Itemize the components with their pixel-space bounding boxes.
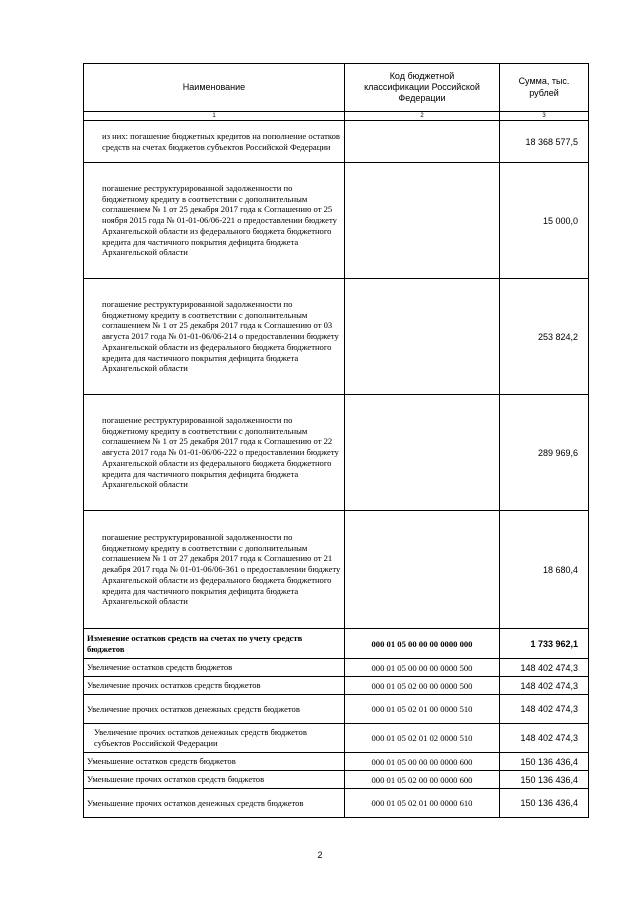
table-row	[84, 771, 589, 789]
row-code	[345, 279, 500, 395]
row-name: Увеличение прочих остатков средств бюджетов	[84, 677, 345, 695]
header-code: Код бюджетной классификации Российской Федерации	[345, 64, 500, 112]
row-sum: 253 824,2	[500, 279, 589, 395]
column-number-3: 3	[500, 112, 589, 121]
header-sum: Сумма, тыс. рублей	[500, 64, 589, 112]
row-sum: 150 136 436,4	[500, 789, 589, 818]
row-code: 000 01 05 00 00 00 0000 000	[345, 629, 500, 659]
row-sum: 18 368 577,5	[500, 121, 589, 163]
table-row	[84, 695, 589, 724]
table-row	[84, 163, 589, 279]
row-name: погашение реструктурированной задолженности по бюджетному кредиту в соответствии с дополнительным соглашением № 1 от 25 декабря 2017 года к Соглашению от 03 августа 2017 года № 01-01-06/06-214 о предоставлении бюджету Архангельской области из федерального бюджета бюджетного кредита для частичного покрытия дефицита бюджета Архангельской области	[84, 279, 345, 395]
table-row	[84, 511, 589, 629]
table-row	[84, 789, 589, 818]
row-sum: 148 402 474,3	[500, 659, 589, 677]
table-row	[84, 659, 589, 677]
row-name: из них: погашение бюджетных кредитов на пополнение остатков средств на счетах бюджетов субъектов Российской Федерации	[84, 121, 345, 163]
row-code	[345, 511, 500, 629]
row-code: 000 01 05 02 01 00 0000 510	[345, 695, 500, 724]
row-code: 000 01 05 02 01 00 0000 610	[345, 789, 500, 818]
row-sum: 15 000,0	[500, 163, 589, 279]
row-name: погашение реструктурированной задолженности по бюджетному кредиту в соответствии с дополнительным соглашением № 1 от 27 декабря 2017 года к Соглашению от 21 декабря 2017 года № 01-01-06/06-361 о предоставлении бюджету Архангельской области из федерального бюджета бюджетного кредита для частичного покрытия дефицита бюджета Архангельской области	[84, 511, 345, 629]
row-sum: 150 136 436,4	[500, 753, 589, 771]
row-name: Увеличение прочих остатков денежных средств бюджетов	[84, 695, 345, 724]
row-sum: 1 733 962,1	[500, 629, 589, 659]
row-code	[345, 395, 500, 511]
row-name: Уменьшение прочих остатков денежных средств бюджетов	[84, 789, 345, 818]
row-sum: 148 402 474,3	[500, 677, 589, 695]
row-code: 000 01 05 00 00 00 0000 600	[345, 753, 500, 771]
row-code: 000 01 05 02 01 02 0000 510	[345, 724, 500, 753]
budget-table	[83, 63, 589, 818]
row-sum: 18 680,4	[500, 511, 589, 629]
header-name: Наименование	[84, 64, 345, 112]
column-number-2: 2	[345, 112, 500, 121]
table-row	[84, 279, 589, 395]
row-name: Уменьшение прочих остатков средств бюджетов	[84, 771, 345, 789]
table-row	[84, 395, 589, 511]
column-number-1: 1	[84, 112, 345, 121]
table-row	[84, 753, 589, 771]
table-row	[84, 677, 589, 695]
page-number: 2	[317, 850, 323, 860]
row-name: погашение реструктурированной задолженности по бюджетному кредиту в соответствии с дополнительным соглашением № 1 от 25 декабря 2017 года к Соглашению от 22 августа 2017 года № 01-01-06/06-222 о предоставлении бюджету Архангельской области из федерального бюджета бюджетного кредита для частичного покрытия дефицита бюджета Архангельской области	[84, 395, 345, 511]
table-row	[84, 724, 589, 753]
row-sum: 289 969,6	[500, 395, 589, 511]
table-row-total	[84, 629, 589, 659]
row-name: погашение реструктурированной задолженности по бюджетному кредиту в соответствии с дополнительным соглашением № 1 от 25 декабря 2017 года к Соглашению от 25 ноября 2015 года № 01-01-06/06-221 о предоставлении бюджету Архангельской области из федерального бюджета бюджетного кредита для частичного покрытия дефицита бюджета Архангельской области	[84, 163, 345, 279]
row-name: Изменение остатков средств на счетах по учету средств бюджетов	[84, 629, 345, 659]
row-name: Увеличение остатков средств бюджетов	[84, 659, 345, 677]
row-sum: 148 402 474,3	[500, 695, 589, 724]
row-code	[345, 163, 500, 279]
row-code: 000 01 05 00 00 00 0000 500	[345, 659, 500, 677]
table-row	[84, 121, 589, 163]
row-sum: 150 136 436,4	[500, 771, 589, 789]
table-header-row	[84, 64, 589, 112]
row-name: Уменьшение остатков средств бюджетов	[84, 753, 345, 771]
column-number-row	[84, 112, 589, 121]
row-sum: 148 402 474,3	[500, 724, 589, 753]
row-name: Увеличение прочих остатков денежных средств бюджетов субъектов Российской Федерации	[84, 724, 345, 753]
row-code: 000 01 05 02 00 00 0000 500	[345, 677, 500, 695]
row-code: 000 01 05 02 00 00 0000 600	[345, 771, 500, 789]
row-code	[345, 121, 500, 163]
